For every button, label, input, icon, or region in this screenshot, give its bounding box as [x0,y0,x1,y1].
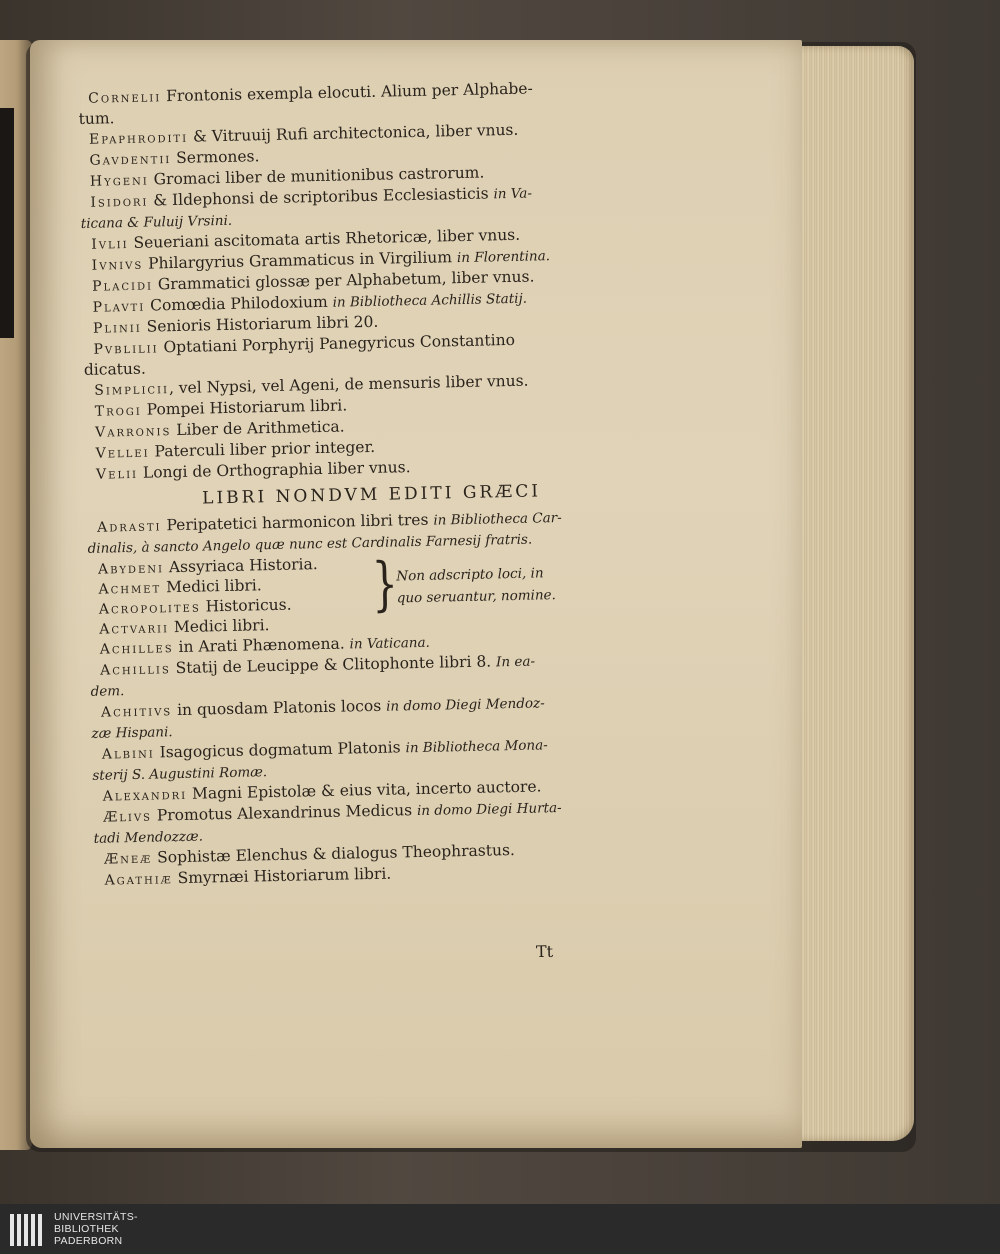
author-name: Epaphroditi [88,129,189,148]
location-note: in domo Diegi Hurta- [416,800,562,820]
entry-text: Sermones. [171,147,260,168]
entry-text: & Vitruuij Rufi architectonica, liber vnus. [187,120,519,146]
author-name: Varronis [95,423,172,441]
entry-text: Liber de Arithmetica. [171,417,345,440]
footer-bar [0,1204,1000,1254]
author-name: Hygeni [89,172,149,190]
entry-text: Gromaci liber de munitionibus castrorum. [148,163,485,189]
entry-text: Smyrnæi Historiarum libri. [172,864,392,888]
author-name: Placidi [91,277,154,295]
entry-text: Medici libri. [160,576,262,597]
author-name: Acropolites [98,599,201,618]
entry-text: in Arati Phænomena. [173,634,350,657]
latin-entries [78,76,656,485]
entry-text: Grammatici glossæ per Alphabetum, liber vnus. [152,267,535,294]
entry-text: Sophistæ Elenchus & dialogus Theophrastus. [152,841,516,867]
entry-text: in quosdam Platonis locos [171,696,387,720]
location-note: in Bibliotheca Achillis Statij. [332,290,528,311]
library-name-line: PADERBORN [54,1235,123,1247]
author-name: Achillis [100,661,171,679]
library-name-line: BIBLIOTHEK [54,1223,119,1235]
entry-text: Philargyrius Grammaticus in Virgilium [143,248,458,273]
library-logo-icon [8,1210,44,1250]
location-note: in Bibliotheca Car- [433,509,562,529]
entry-text: Assyriaca Historia. [163,555,318,577]
author-name: Ivnivs [91,256,144,274]
entry-text: Pompei Historiarum libri. [141,396,348,419]
entry-text: Isagogicus dogmatum Platonis [154,738,406,762]
location-note: zæ Hispani. [91,724,173,742]
location-note: In ea- [495,653,536,671]
author-name: Ælivs [103,808,153,826]
location-note: in Va- [493,185,533,203]
entry-text: Magni Epistolæ & eius vita, incerto auctore. [186,777,542,803]
brace-note-line: quo seruantur, nomine. [396,587,557,607]
location-note: in Vaticana. [349,634,430,653]
entry-text: Historicus. [200,595,292,616]
entry-text: , vel Nypsi, vel Ageni, de mensuris liber vnus. [168,371,529,398]
location-note: tadi Mendozzæ. [93,828,204,847]
location-note: ticana & Fuluij Vrsini. [80,212,233,232]
location-note: in Bibliotheca Mona- [405,737,548,757]
section-heading: LIBRI NONDVM EDITI GRÆCI [201,481,542,509]
author-name: Ivlii [91,235,129,253]
author-name: Adrasti [97,518,162,536]
author-name: Albini [101,745,155,763]
author-name: Agathiæ [104,871,173,889]
author-name: Achilles [99,640,174,658]
location-note: sterij S. Augustini Romæ. [92,764,268,784]
author-name: Velii [95,465,139,483]
entry-text: Frontonis exempla elocuti. Alium per Alphabe- [161,79,533,106]
greek-entries [90,627,665,891]
author-name: Isidori [90,193,149,211]
author-name: Abydeni [97,560,165,578]
curly-brace-icon: } [371,549,399,618]
entry-text: Peripatetici harmonicon libri tres [161,510,434,535]
author-name: Pvblilii [93,340,159,358]
entry-text: tum. [78,109,115,128]
location-note: dem. [90,683,125,700]
entry-text: Seueriani ascitomata artis Rhetoricæ, liber vnus. [128,225,521,252]
entry-text: Medici libri. [168,616,270,637]
author-name: Cornelii [88,89,162,107]
location-note: in Florentina. [456,248,551,267]
author-name: Simplicii [94,381,170,399]
location-note: in domo Diegi Mendoz- [385,695,545,715]
author-name: Achmet [98,580,162,598]
entry-text: Longi de Orthographia liber vnus. [137,458,411,482]
book-page-edges [790,46,914,1141]
author-name: Plavti [92,298,146,316]
location-note: dinalis, à sancto Angelo quæ nunc est Cardinalis Farnesij fratris. [87,531,533,557]
author-name: Vellei [95,444,150,462]
entry-text: Comœdia Philodoxium [145,292,333,315]
signature-mark: Tt [535,941,554,962]
author-name: Actvarii [99,620,170,638]
entry-text: Statij de Leucippe & Clitophonte libri 8. [170,652,497,678]
author-name: Plinii [92,319,142,337]
braced-entry-group [88,547,660,639]
left-page-marker [0,108,14,338]
entry-text: Optatiani Porphyrij Panegyricus Constantino [158,330,516,357]
page-text [78,76,665,891]
entry-text: & Ildephonsi de scriptoribus Ecclesiasticis [148,184,494,210]
entry-text: Promotus Alexandrinus Medicus [151,801,418,825]
library-name [54,1211,138,1247]
entry-text: dicatus. [83,359,146,379]
author-name: Achitivs [100,703,173,721]
author-name: Gavdentii [89,151,172,169]
author-name: Trogi [94,402,142,420]
author-name: Æneæ [103,850,153,868]
author-name: Alexandri [102,786,188,805]
entry-text: Paterculi liber prior integer. [149,437,376,461]
entry-text: Senioris Historiarum libri 20. [141,312,379,336]
library-name-line: UNIVERSITÄTS- [54,1211,138,1223]
brace-note-line: Non adscripto loci, in [396,565,544,585]
